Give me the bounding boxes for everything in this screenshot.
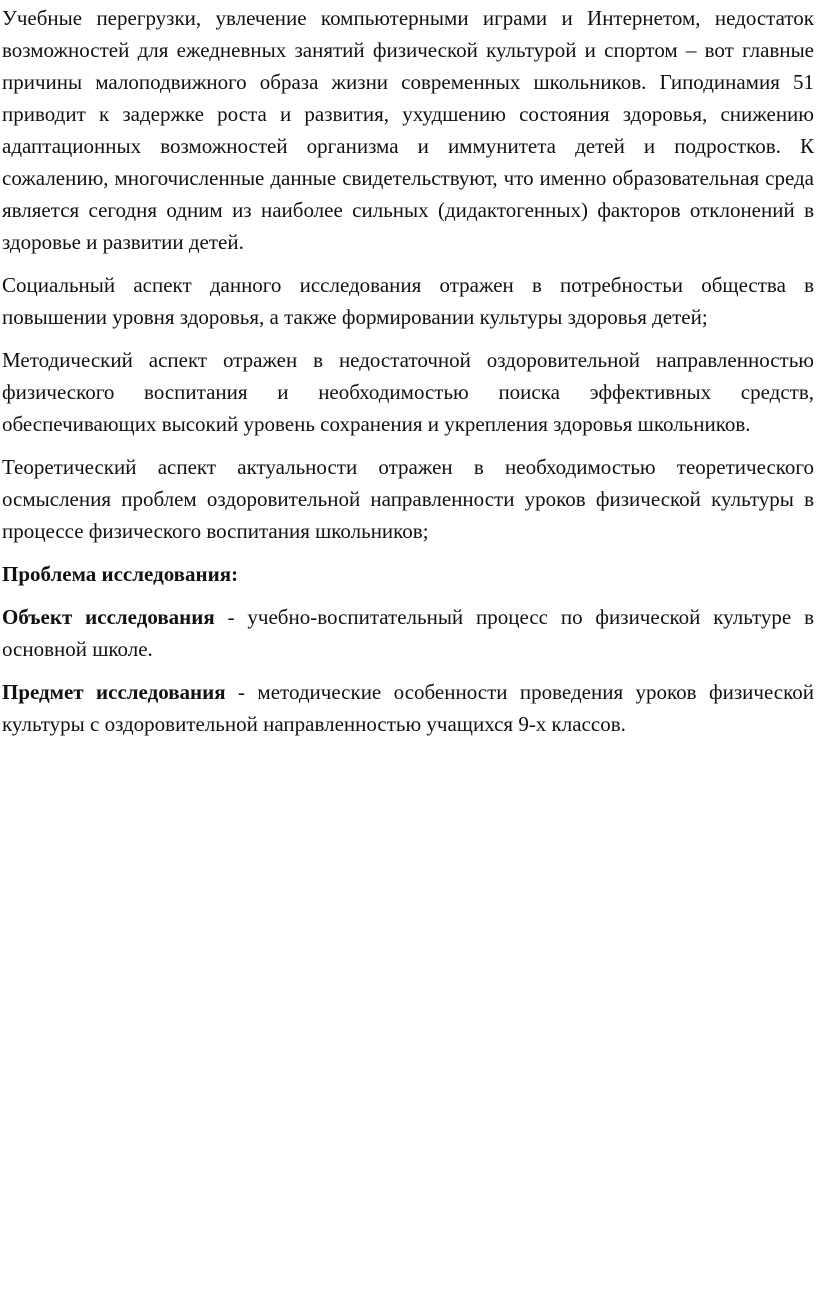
- paragraph-intro: Учебные перегрузки, увлечение компьютерными играми и Интернетом, недостаток возможностей для ежедневных занятий физической культурой и спортом – вот главные причины малоподвижного образа жизни современных школьников. Гиподинамия 51 приводит к задержке роста и развития, ухудшению состояния здоровья, снижению адаптационных возможностей организма и иммунитета детей и подростков. К сожалению, многочисленные данные свидетельствуют, что именно образовательная среда является сегодня одним из наиболее сильных (дидактогенных) факторов отклонений в здоровье и развитии детей.: [2, 6, 814, 254]
- research-object-label: Объект исследования: [2, 605, 215, 629]
- paragraph-research-subject: [2, 676, 814, 740]
- paragraph-social-aspect: Социальный аспект данного исследования отражен в потребностьи общества в повышении уровня здоровья, а также формировании культуры здоровья детей;: [2, 273, 814, 329]
- paragraph-research-object: [2, 601, 814, 665]
- research-object-text: - учебно-воспитательный процесс по физической культуре в основной школе.: [2, 605, 814, 661]
- paragraph-research-problem: [2, 558, 814, 590]
- research-subject-text: - методические особенности проведения уроков физической культуры с оздоровительной направленностью учащихся 9-х классов.: [2, 680, 814, 736]
- paragraph-theoretical-aspect: Теоретический аспект актуальности отражен в необходимостью теоретического осмысления проблем оздоровительной направленности уроков физической культуры в процессе физического воспитания школьников;: [2, 455, 814, 543]
- paragraph-methodical-aspect: Методический аспект отражен в недостаточной оздоровительной направленностью физического воспитания и необходимостью поиска эффективных средств, обеспечивающих высокий уровень сохранения и укрепления здоровья школьников.: [2, 348, 814, 436]
- research-problem-label: Проблема исследования:: [2, 562, 239, 586]
- research-subject-label: Предмет исследования: [2, 680, 226, 704]
